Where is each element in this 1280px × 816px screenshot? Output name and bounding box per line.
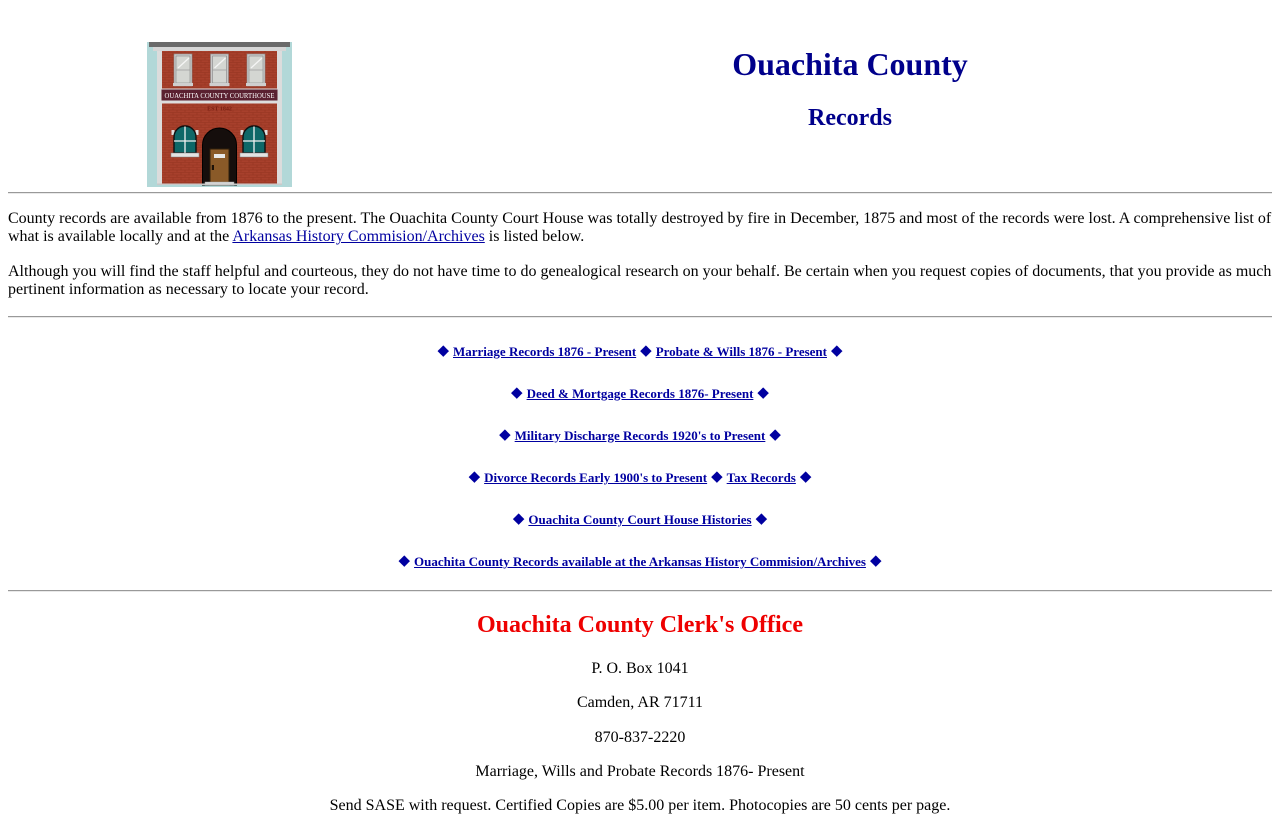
records-link[interactable]: Deed & Mortgage Records 1876- Present [526, 385, 754, 401]
courthouse-image [147, 42, 292, 187]
header [0, 0, 1280, 184]
diamond-icon: ◆ [640, 340, 652, 359]
office-line: Camden, AR 71711 [576, 694, 704, 712]
records-nav-row [0, 506, 1280, 532]
courthouse-illustration [147, 42, 292, 187]
entrance-door [203, 128, 237, 185]
courthouse-banner-text: OUACHITA COUNTY COURTHOUSE [164, 92, 275, 100]
records-nav-row [0, 338, 1280, 364]
records-link[interactable]: Marriage Records 1876 - Present [453, 343, 637, 359]
intro-paragraph-2: Although you will find the staff helpful and courteous, they do not have time to do genealogical research on your behalf. Be certain when you request copies of documents, that you provide as much pertinent information as necessary to locate your record. [8, 262, 1272, 299]
clerks-office-heading: Ouachita County Clerk's Office [477, 611, 803, 638]
diamond-icon: ◆ [769, 424, 781, 443]
diamond-icon: ◆ [512, 508, 525, 527]
records-link[interactable]: Probate & Wills 1876 - Present [655, 343, 827, 359]
records-nav-row [0, 380, 1280, 406]
diamond-icon: ◆ [830, 340, 843, 359]
records-nav [0, 338, 1280, 574]
title-block [420, 46, 1280, 132]
intro-paragraph-1-text-after: is listed below. [484, 228, 585, 246]
records-nav-row [0, 548, 1280, 574]
diamond-icon: ◆ [869, 550, 882, 569]
archives-link[interactable]: Arkansas History Commision/Archives [232, 228, 485, 246]
diamond-icon: ◆ [398, 550, 411, 569]
office-line: P. O. Box 1041 [591, 659, 689, 677]
page-title: Ouachita County [732, 46, 968, 82]
intro-paragraph-1 [8, 210, 1272, 247]
records-link[interactable]: Divorce Records Early 1900's to Present [484, 469, 708, 485]
clerks-office-section [0, 612, 1280, 816]
diamond-icon: ◆ [468, 466, 481, 485]
records-link[interactable]: Ouachita County Records available at the Arkansas History Commision/Archives [414, 553, 866, 569]
intro-section [0, 210, 1280, 300]
divider-bottom [8, 590, 1272, 592]
office-line: Marriage, Wills and Probate Records 1876- Present [475, 763, 805, 780]
diamond-icon: ◆ [437, 340, 449, 359]
diamond-icon: ◆ [755, 508, 768, 527]
records-nav-row [0, 422, 1280, 448]
records-nav-row [0, 464, 1280, 490]
upper-windows [173, 54, 266, 86]
page-subtitle: Records [808, 104, 892, 131]
records-link[interactable]: Tax Records [726, 469, 796, 485]
diamond-icon: ◆ [511, 382, 523, 401]
diamond-icon: ◆ [499, 424, 511, 443]
clerks-office-address [0, 660, 1280, 816]
diamond-icon: ◆ [799, 466, 812, 485]
records-link[interactable]: Military Discharge Records 1920's to Present [514, 427, 766, 443]
office-line: 870-837-2220 [594, 728, 686, 746]
diamond-icon: ◆ [757, 382, 769, 401]
intro-paragraph-1-text: County records are available from 1876 to the present. The Ouachita County Court House was totally destroyed by fire in December, 1875 and most of the records were lost. A comprehensive list of what is available locally and at the [8, 210, 1272, 246]
records-link[interactable]: Ouachita County Court House Histories [528, 511, 752, 527]
courthouse-est-text: EST 1842 [207, 106, 232, 113]
divider-top [8, 192, 1272, 194]
office-line: Send SASE with request. Certified Copies are $5.00 per item. Photocopies are 50 cents per page. [329, 797, 951, 815]
diamond-icon: ◆ [711, 466, 723, 485]
divider-middle [8, 316, 1272, 318]
